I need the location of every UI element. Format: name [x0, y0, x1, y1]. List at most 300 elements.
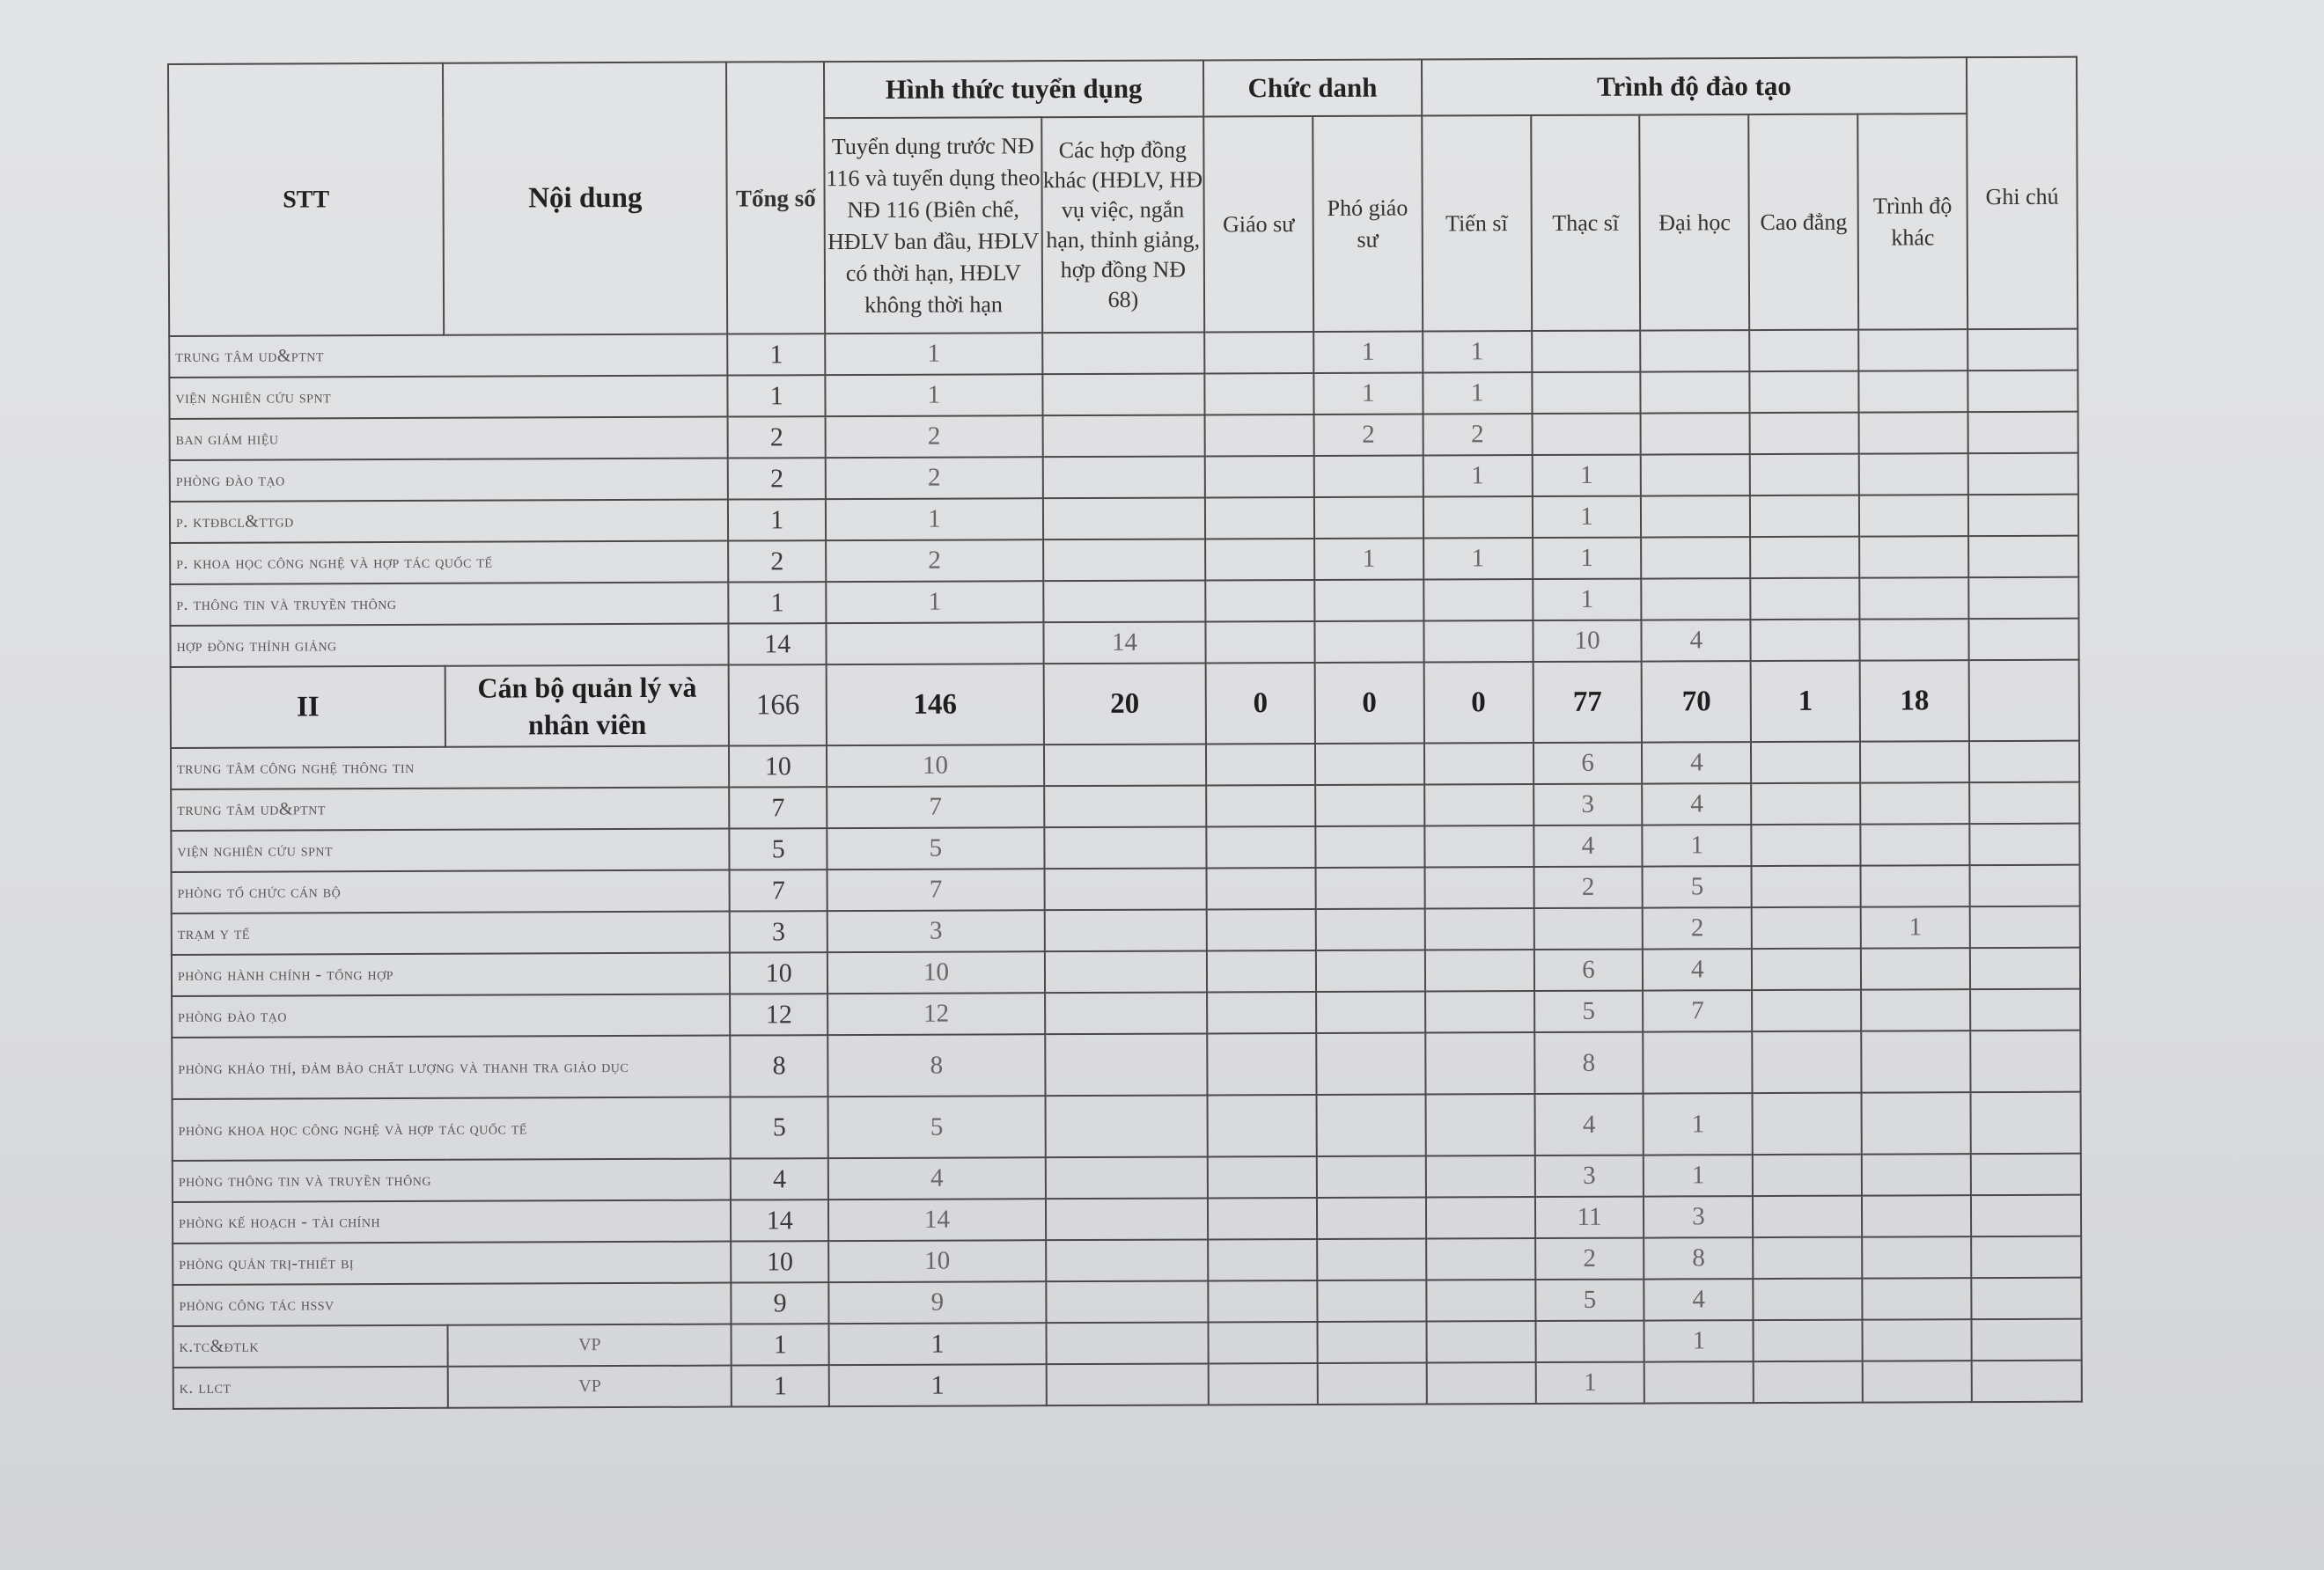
cell-tong-so: 2: [728, 416, 826, 458]
cell-cao-dang: [1751, 578, 1860, 620]
cell-hop-dong: [1045, 950, 1207, 993]
cell-cao-dang: [1754, 1279, 1863, 1320]
cell-thac-si: [1532, 331, 1641, 372]
cell-hop-dong: [1046, 1156, 1208, 1199]
section-row: [171, 660, 2079, 748]
cell-thac-si: 8: [1534, 1032, 1644, 1094]
cell-pho-giao-su: [1315, 826, 1424, 868]
cell-pho-giao-su: [1317, 1198, 1426, 1239]
cell-tien-si: [1426, 1155, 1535, 1197]
row-label: trạm y tế: [172, 912, 731, 955]
header-stt: STT: [168, 63, 444, 336]
cell-giao-su: [1205, 415, 1314, 456]
cell-dai-hoc: 1: [1643, 825, 1752, 866]
cell-thac-si: 3: [1533, 784, 1643, 825]
cell-thac-si: 6: [1533, 743, 1643, 784]
cell-cao-dang: [1754, 1320, 1863, 1361]
cell-giao-su: [1207, 868, 1316, 909]
cell-dai-hoc: [1641, 495, 1750, 537]
cell-tien-si: 1: [1423, 372, 1532, 414]
cell-trinh-do-khac: [1859, 577, 1968, 619]
cell-tong-so: 4: [731, 1158, 828, 1200]
cell-giao-su: [1207, 992, 1316, 1033]
cell-ghi-chu: [1971, 1092, 2081, 1154]
cell-tien-si: [1423, 496, 1533, 538]
cell-pho-giao-su: [1314, 456, 1423, 497]
cell-tong-so: 10: [730, 952, 827, 994]
cell-hop-dong: [1046, 1239, 1208, 1281]
cell-trinh-do-khac: [1859, 453, 1968, 495]
cell-thac-si: [1535, 1321, 1644, 1362]
row-label: viện nghiên cứu spnt: [171, 829, 730, 872]
cell-tong-so: 7: [730, 787, 827, 828]
section-tong-so: 166: [729, 664, 827, 745]
table-row: [171, 824, 2079, 872]
cell-giao-su: [1206, 744, 1315, 785]
table-row: [172, 865, 2080, 913]
cell-hop-dong: [1044, 868, 1206, 910]
table-row: [173, 1195, 2081, 1244]
cell-tong-so: 9: [732, 1282, 829, 1324]
row-label: phòng khoa học công nghệ và hợp tác quốc tế: [173, 1097, 732, 1161]
cell-tien-si: [1426, 1197, 1535, 1238]
cell-thac-si: 1: [1532, 496, 1641, 538]
header-ghi-chu: Ghi chú: [1967, 57, 2078, 329]
cell-tong-so: 1: [732, 1365, 829, 1406]
row-label: phòng thông tin và truyền thông: [173, 1159, 732, 1202]
table-row: [173, 1278, 2081, 1326]
table-row: [173, 1154, 2081, 1202]
cell-tuyen-dung: 7: [827, 869, 1045, 911]
cell-giao-su: [1208, 1198, 1317, 1239]
row-label: hợp đồng thỉnh giảng: [170, 624, 729, 667]
cell-pho-giao-su: 1: [1313, 373, 1423, 415]
cell-tien-si: 1: [1423, 538, 1533, 579]
cell-tien-si: [1426, 1321, 1535, 1362]
cell-hop-dong: [1043, 456, 1205, 498]
table-row: [172, 906, 2080, 955]
cell-giao-su: [1206, 621, 1315, 663]
cell-dai-hoc: 1: [1644, 1320, 1754, 1361]
cell-giao-su: [1207, 950, 1316, 992]
cell-pho-giao-su: [1317, 1239, 1426, 1280]
cell-ghi-chu: [1968, 619, 2078, 660]
cell-trinh-do-khac: [1859, 536, 1968, 577]
row-label: p. thông tin và truyền thông: [170, 583, 729, 626]
cell-hop-dong: [1043, 497, 1205, 539]
cell-hop-dong: [1045, 1033, 1208, 1096]
cell-trinh-do-khac: [1862, 1154, 1971, 1195]
cell-tien-si: [1424, 743, 1533, 784]
cell-tien-si: [1424, 867, 1533, 908]
cell-tuyen-dung: 7: [827, 786, 1044, 828]
cell-tien-si: 1: [1423, 455, 1532, 496]
cell-dai-hoc: 4: [1643, 949, 1752, 990]
section-tuyen-dung: 146: [827, 664, 1044, 745]
cell-cao-dang: [1752, 907, 1861, 949]
cell-tien-si: [1424, 784, 1533, 825]
cell-giao-su: [1208, 1156, 1317, 1198]
cell-tuyen-dung: 10: [828, 1240, 1046, 1282]
row-sub-label: VP: [448, 1366, 732, 1408]
cell-thac-si: [1532, 372, 1641, 414]
cell-giao-su: [1208, 1095, 1317, 1156]
table-row: [170, 619, 2078, 667]
cell-tong-so: 5: [731, 1097, 828, 1158]
row-label: trung tâm công nghệ thông tin: [171, 746, 730, 789]
cell-cao-dang: [1750, 413, 1859, 454]
cell-dai-hoc: 4: [1644, 1279, 1754, 1320]
cell-pho-giao-su: 2: [1313, 415, 1423, 456]
header-tuyen-dung-truoc: Tuyển dụng trước NĐ 116 và tuyển dụng theo NĐ 116 (Biên chế, HĐLV ban đầu, HĐLV có thời hạn, HĐLV không thời hạn: [824, 117, 1042, 334]
cell-tuyen-dung: 9: [828, 1281, 1046, 1324]
cell-thac-si: 5: [1534, 991, 1644, 1032]
cell-ghi-chu: [1971, 1154, 2081, 1195]
cell-tuyen-dung: 2: [826, 457, 1043, 499]
cell-dai-hoc: [1641, 371, 1750, 413]
table-row: [172, 1031, 2080, 1099]
row-label: p. ktđbcl&ttgd: [170, 500, 729, 543]
cell-tong-so: 3: [730, 911, 827, 952]
cell-thac-si: 6: [1533, 950, 1643, 991]
cell-tien-si: [1423, 579, 1533, 620]
cell-tuyen-dung: 10: [827, 951, 1045, 994]
cell-dai-hoc: 4: [1642, 742, 1751, 783]
cell-tuyen-dung: 1: [829, 1323, 1047, 1365]
cell-giao-su: [1204, 332, 1313, 373]
section-thac-si: 77: [1533, 662, 1642, 743]
table-row: [173, 1361, 2082, 1409]
header-hinh-thuc-tuyen-dung: Hình thức tuyển dụng: [824, 60, 1203, 118]
cell-tong-so: 14: [729, 623, 827, 664]
cell-thac-si: [1533, 908, 1643, 950]
cell-pho-giao-su: [1318, 1363, 1427, 1405]
cell-cao-dang: [1752, 866, 1861, 907]
cell-cao-dang: [1751, 620, 1860, 661]
cell-pho-giao-su: [1317, 1280, 1426, 1322]
cell-trinh-do-khac: [1862, 1236, 1971, 1278]
section-giao-su: 0: [1206, 663, 1315, 744]
cell-tuyen-dung: 5: [828, 1096, 1046, 1158]
table-row: [173, 1092, 2081, 1161]
cell-cao-dang: [1752, 825, 1861, 866]
cell-thac-si: 1: [1532, 455, 1641, 496]
header-tien-si: Tiến sĩ: [1422, 115, 1532, 331]
cell-thac-si: 2: [1533, 867, 1643, 908]
cell-tuyen-dung: 14: [828, 1199, 1046, 1241]
section-tien-si: 0: [1423, 662, 1533, 743]
cell-dai-hoc: [1644, 1031, 1753, 1093]
cell-dai-hoc: 4: [1642, 620, 1751, 661]
row-label: phòng đào tạo: [172, 994, 731, 1038]
cell-trinh-do-khac: [1860, 824, 1969, 865]
cell-tong-so: 8: [731, 1035, 828, 1097]
cell-pho-giao-su: [1316, 950, 1425, 992]
cell-tuyen-dung: 10: [827, 745, 1044, 787]
section-trinh-do-khac: 18: [1860, 660, 1969, 741]
cell-ghi-chu: [1968, 453, 2078, 495]
cell-ghi-chu: [1968, 495, 2078, 536]
table-row: [171, 741, 2079, 789]
cell-tuyen-dung: 1: [826, 498, 1043, 540]
cell-pho-giao-su: [1315, 868, 1424, 909]
cell-thac-si: 1: [1533, 579, 1642, 620]
cell-tong-so: 1: [728, 334, 826, 375]
header-dai-hoc: Đại học: [1640, 114, 1750, 330]
table-row: [172, 948, 2080, 996]
cell-giao-su: [1207, 909, 1316, 950]
cell-ghi-chu: [1970, 948, 2080, 989]
cell-thac-si: 10: [1533, 620, 1642, 662]
cell-dai-hoc: 3: [1644, 1196, 1753, 1237]
cell-tuyen-dung: 3: [827, 910, 1045, 952]
cell-trinh-do-khac: [1859, 412, 1968, 453]
cell-tong-so: 10: [731, 1241, 828, 1282]
cell-trinh-do-khac: [1859, 495, 1968, 536]
cell-giao-su: [1209, 1363, 1318, 1405]
cell-tong-so: 1: [728, 499, 826, 540]
cell-thac-si: 1: [1533, 538, 1642, 579]
header-trinh-do-dao-tao: Trình độ đào tạo: [1422, 57, 1967, 115]
cell-hop-dong: [1043, 580, 1205, 622]
cell-trinh-do-khac: [1861, 1031, 1970, 1092]
cell-ghi-chu: [1969, 782, 2079, 824]
cell-dai-hoc: [1644, 1361, 1754, 1403]
table-row: [169, 370, 2078, 419]
cell-giao-su: [1206, 826, 1315, 868]
header-trinh-do-khac: Trình độ khác: [1857, 114, 1967, 329]
cell-hop-dong: [1046, 1363, 1208, 1405]
cell-thac-si: 11: [1535, 1197, 1644, 1238]
row-label: trung tâm ud&ptnt: [169, 334, 728, 378]
cell-dai-hoc: 1: [1644, 1155, 1753, 1196]
row-label: phòng kế hoạch - tài chính: [173, 1200, 732, 1244]
cell-cao-dang: [1752, 990, 1861, 1031]
cell-dai-hoc: [1642, 537, 1751, 578]
cell-tuyen-dung: 1: [829, 1364, 1047, 1406]
cell-ghi-chu: [1969, 741, 2079, 782]
cell-hop-dong: [1046, 1198, 1208, 1240]
cell-hop-dong: [1042, 332, 1204, 374]
cell-cao-dang: [1753, 1093, 1862, 1155]
cell-ghi-chu: [1972, 1319, 2082, 1361]
cell-hop-dong: [1044, 826, 1206, 869]
cell-trinh-do-khac: [1862, 1092, 1971, 1154]
cell-trinh-do-khac: [1860, 741, 1969, 782]
cell-giao-su: [1205, 456, 1314, 497]
cell-hop-dong: [1046, 1280, 1208, 1323]
cell-tuyen-dung: 1: [825, 333, 1042, 375]
cell-ghi-chu: [1970, 906, 2080, 948]
cell-cao-dang: [1752, 949, 1861, 990]
cell-pho-giao-su: [1314, 580, 1423, 621]
cell-giao-su: [1205, 497, 1314, 539]
cell-tien-si: [1426, 1362, 1535, 1404]
cell-pho-giao-su: [1314, 497, 1423, 539]
header-giao-su: Giáo sư: [1203, 116, 1313, 332]
cell-cao-dang: [1753, 1031, 1862, 1093]
section-label: Cán bộ quản lý và nhân viên: [445, 665, 730, 747]
document-sheet: [167, 56, 2083, 1410]
cell-ghi-chu: [1969, 824, 2079, 865]
cell-trinh-do-khac: [1860, 782, 1969, 824]
cell-tong-so: 14: [731, 1200, 828, 1241]
cell-dai-hoc: [1641, 413, 1750, 454]
cell-tuyen-dung: 4: [828, 1157, 1046, 1200]
section-stt: II: [171, 666, 445, 748]
cell-cao-dang: [1750, 495, 1859, 537]
cell-hop-dong: [1044, 909, 1206, 951]
cell-giao-su: [1205, 539, 1314, 580]
cell-giao-su: [1206, 785, 1315, 826]
cell-ghi-chu: [1970, 865, 2080, 906]
cell-dai-hoc: [1641, 454, 1750, 495]
cell-tien-si: [1425, 991, 1534, 1032]
table-row: [170, 536, 2078, 584]
cell-dai-hoc: 5: [1643, 866, 1752, 907]
table-row: [171, 782, 2079, 831]
cell-dai-hoc: 8: [1644, 1237, 1754, 1279]
row-label: phòng đào tạo: [170, 459, 729, 502]
cell-hop-dong: [1044, 744, 1206, 786]
header-chuc-danh: Chức danh: [1203, 60, 1422, 117]
header-thac-si: Thạc sĩ: [1531, 115, 1641, 331]
row-label: phòng hành chính - tổng hợp: [172, 953, 731, 996]
cell-trinh-do-khac: [1861, 989, 1970, 1031]
cell-tong-so: 7: [730, 869, 827, 911]
cell-giao-su: [1204, 373, 1313, 415]
cell-ghi-chu: [1967, 329, 2078, 370]
section-cao-dang: 1: [1751, 661, 1860, 742]
cell-tong-so: 1: [732, 1324, 829, 1365]
header-pho-giao-su: Phó giáo sư: [1313, 116, 1423, 332]
cell-thac-si: 5: [1535, 1280, 1644, 1321]
cell-ghi-chu: [1970, 989, 2080, 1031]
cell-tong-so: 12: [730, 994, 827, 1035]
cell-thac-si: 4: [1533, 825, 1643, 867]
cell-thac-si: [1532, 414, 1641, 455]
section-pho-giao-su: 0: [1315, 663, 1424, 744]
cell-trinh-do-khac: [1862, 1278, 1971, 1319]
cell-tien-si: [1425, 950, 1534, 991]
cell-cao-dang: [1750, 371, 1859, 413]
cell-tuyen-dung: 2: [826, 415, 1043, 458]
cell-trinh-do-khac: [1858, 329, 1967, 370]
cell-ghi-chu: [1970, 1031, 2080, 1092]
table-row: [169, 329, 2078, 378]
cell-hop-dong: 14: [1043, 621, 1205, 664]
cell-ghi-chu: [1968, 412, 2078, 453]
cell-hop-dong: [1045, 992, 1207, 1034]
cell-cao-dang: [1753, 1155, 1862, 1196]
row-label: ban giám hiệu: [170, 417, 729, 460]
cell-ghi-chu: [1969, 660, 2079, 741]
cell-tien-si: [1426, 1280, 1535, 1321]
section-dai-hoc: 70: [1642, 661, 1751, 742]
cell-tong-so: 2: [728, 458, 826, 499]
cell-cao-dang: [1751, 742, 1860, 783]
cell-tuyen-dung: 1: [825, 374, 1042, 416]
cell-ghi-chu: [1971, 1195, 2081, 1236]
cell-cao-dang: [1749, 330, 1858, 371]
cell-tuyen-dung: 1: [826, 581, 1043, 623]
cell-dai-hoc: 1: [1644, 1093, 1753, 1155]
cell-pho-giao-su: [1314, 621, 1423, 663]
cell-tong-so: 2: [728, 540, 826, 582]
table-row: [172, 989, 2080, 1038]
cell-tien-si: 1: [1423, 331, 1532, 372]
cell-pho-giao-su: 1: [1314, 539, 1423, 580]
cell-tien-si: [1425, 1032, 1534, 1094]
cell-trinh-do-khac: [1863, 1319, 1972, 1361]
cell-tuyen-dung: 8: [827, 1034, 1045, 1097]
row-label: phòng tổ chức cán bộ: [172, 870, 731, 913]
cell-trinh-do-khac: [1862, 1195, 1971, 1236]
cell-ghi-chu: [1968, 536, 2078, 577]
cell-trinh-do-khac: 1: [1861, 906, 1970, 948]
cell-thac-si: 2: [1535, 1238, 1644, 1280]
header-tong-so: Tổng số: [726, 62, 825, 334]
header-cao-dang: Cao đẳng: [1749, 114, 1859, 330]
cell-trinh-do-khac: [1861, 948, 1970, 989]
cell-pho-giao-su: [1317, 1322, 1426, 1363]
cell-tien-si: 2: [1423, 414, 1532, 455]
cell-trinh-do-khac: [1860, 619, 1969, 660]
cell-giao-su: [1209, 1322, 1318, 1363]
cell-hop-dong: [1042, 415, 1204, 457]
cell-hop-dong: [1045, 1095, 1208, 1157]
cell-pho-giao-su: [1316, 1033, 1425, 1095]
cell-cao-dang: [1750, 537, 1859, 578]
cell-trinh-do-khac: [1863, 1361, 1972, 1402]
cell-tuyen-dung: 12: [827, 993, 1045, 1035]
cell-tien-si: [1423, 620, 1533, 662]
cell-cao-dang: [1751, 783, 1860, 825]
cell-pho-giao-su: [1315, 785, 1424, 826]
header-hop-dong-khac: Các hợp đồng khác (HĐLV, HĐ vụ việc, ngắn hạn, thỉnh giảng, hợp đồng NĐ 68): [1041, 116, 1204, 333]
cell-pho-giao-su: [1315, 744, 1424, 785]
cell-cao-dang: [1750, 454, 1859, 495]
cell-tong-so: 1: [728, 375, 826, 416]
cell-pho-giao-su: [1316, 992, 1425, 1033]
row-label: trung tâm ud&ptnt: [171, 788, 730, 831]
cell-trinh-do-khac: [1858, 370, 1967, 412]
table-row: [170, 453, 2078, 502]
cell-giao-su: [1208, 1280, 1317, 1322]
cell-hop-dong: [1044, 785, 1206, 827]
cell-tien-si: [1426, 1238, 1535, 1280]
header-noi-dung: Nội dung: [443, 62, 727, 335]
cell-pho-giao-su: 1: [1313, 332, 1423, 373]
cell-tien-si: [1424, 825, 1533, 867]
cell-cao-dang: [1754, 1361, 1863, 1403]
cell-trinh-do-khac: [1861, 865, 1970, 906]
cell-giao-su: [1205, 580, 1314, 621]
cell-ghi-chu: [1968, 577, 2078, 619]
cell-hop-dong: [1043, 539, 1205, 581]
cell-hop-dong: [1046, 1322, 1208, 1364]
table-row: [173, 1236, 2081, 1285]
row-label: p. khoa học công nghệ và hợp tác quốc tế: [170, 541, 729, 584]
table-row: [170, 495, 2078, 543]
cell-tong-so: 5: [730, 828, 827, 869]
cell-dai-hoc: 7: [1643, 990, 1752, 1031]
table-row: [170, 577, 2078, 626]
row-label: phòng quản trị-thiết bị: [173, 1242, 732, 1285]
section-hop-dong: 20: [1043, 663, 1206, 745]
row-label: k. llct: [173, 1367, 448, 1409]
cell-ghi-chu: [1971, 1236, 2081, 1278]
